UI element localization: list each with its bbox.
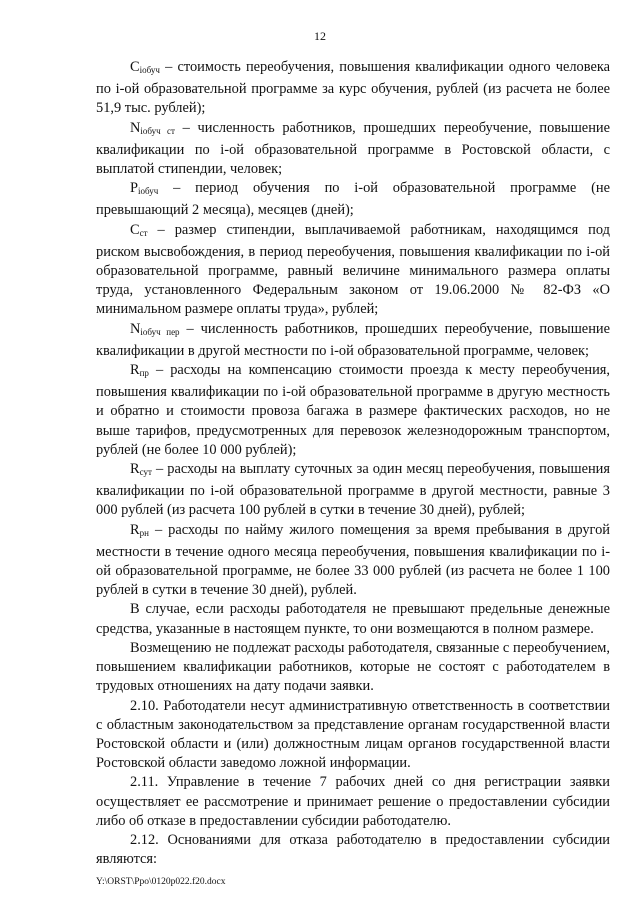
formula-subscript: iобуч пер <box>140 326 180 337</box>
page-number: 12 <box>314 29 326 43</box>
formula-subscript: пр <box>139 368 149 379</box>
paragraph-cost-definition <box>96 58 610 119</box>
formula-symbol: R <box>130 362 140 379</box>
paragraph-text: – расходы на компенсацию стоимости проезда к месту переобучения, повышения квалификации по i-ой образовательной программе в другую местность и обратно и стоимости провоза багажа в размере фактических расходов, но не выше тарифов, предусмотренных для перевозок железнодорожным транспортом, рублей (не более 10 000 рублей); <box>96 362 610 458</box>
formula-subscript: iобуч <box>139 65 160 75</box>
paragraph-text: – численность работников, прошедших переобучение, повышение квалификации в другой местности по i-ой образовательной программе, человек; <box>96 320 610 359</box>
paragraph-not-reimbursed: Возмещению не подлежат расходы работодателя, связанные с переобучением, повышением квалификации работников, которые не состоят с работодателем в трудовых отношениях на дату подачи заявки. <box>96 639 610 695</box>
formula-symbol: N <box>130 119 141 136</box>
paragraph-text: – период обучения по i-ой образовательной программе (не превышающий 2 месяца), месяцев (дней); <box>96 180 610 219</box>
paragraph-period <box>96 179 610 220</box>
formula-subscript: ст <box>139 227 148 238</box>
paragraph-text: – расходы по найму жилого помещения за время пребывания в другой местности в течение одного месяца переобучения, повышения квалификации по i-ой образовательной программе, не более 33 000 рублей (из расчета не более 1 100 рублей в сутки в течение 30 дней), рублей. <box>96 521 610 599</box>
paragraph-text: – численность работников, прошедших переобучение, повышение квалификации по i-ой образовательной программе в Ростовской области, с выплатой стипендии, человек; <box>96 119 610 178</box>
paragraph-count-stipend <box>96 119 610 180</box>
paragraph-travel-expenses <box>96 361 610 460</box>
paragraph-count-other-locality <box>96 320 610 361</box>
formula-symbol: P <box>130 180 139 197</box>
formula-subscript: iобуч ст <box>140 125 175 136</box>
footer-file-path: Y:\ORST\Ppo\0120p022.f20.docx <box>96 877 226 887</box>
paragraph-text: – размер стипендии, выплачиваемой работникам, находящимся под риском высвобождения, в период переобучения, повышения квалификации по i-ой образовательной программе, равный величине минимального размера оплаты труда, установленного Федеральным законом от 19.06.2000 № 82-ФЗ «О минимальном размере оплаты труда», рублей; <box>96 221 610 318</box>
formula-subscript: iобуч <box>138 186 159 197</box>
formula-symbol: C <box>130 221 140 238</box>
formula-symbol: C <box>130 59 140 75</box>
formula-subscript: сут <box>139 467 152 478</box>
paragraph-text: – стоимость переобучения, повышения квалификации одного человека по i-ой образовательной программе за курс обучения, рублей (из расчета не более 51,9 тыс. рублей); <box>96 59 610 117</box>
formula-subscript: рн <box>139 527 149 538</box>
paragraph-2-11: 2.11. Управление в течение 7 рабочих дней со дня регистрации заявки осуществляет ее рассмотрение и принимает решение о предоставлении субсидии либо об отказе в предоставлении субсидии работодателю. <box>96 774 610 829</box>
paragraph-2-12: 2.12. Основаниями для отказа работодателю в предоставлении субсидии являются: <box>96 831 610 868</box>
paragraph-stipend-size <box>96 221 610 320</box>
paragraph-housing-expenses <box>96 521 610 601</box>
formula-symbol: R <box>130 521 140 538</box>
paragraph-daily-allowance <box>96 460 610 521</box>
paragraph-text: – расходы на выплату суточных за один месяц переобучения, повышения квалификации по i-ой образовательной программе в другой местности, равные 3 000 рублей (из расчета 100 рублей в сутки в течение 30 дней), рублей; <box>96 461 610 519</box>
document-body <box>96 58 610 869</box>
paragraph-2-10: 2.10. Работодатели несут административную ответственность в соответствии с областным законодательством за представление органам государственной власти Ростовской области и (или) должностным лицам органов государственной власти Ростовской области заведомо ложной информации. <box>96 697 610 772</box>
paragraph-full-reimbursement: В случае, если расходы работодателя не превышают предельные денежные средства, указанные в настоящем пункте, то они возмещаются в полном размере. <box>96 601 610 637</box>
formula-symbol: N <box>130 320 141 337</box>
formula-symbol: R <box>130 461 140 478</box>
